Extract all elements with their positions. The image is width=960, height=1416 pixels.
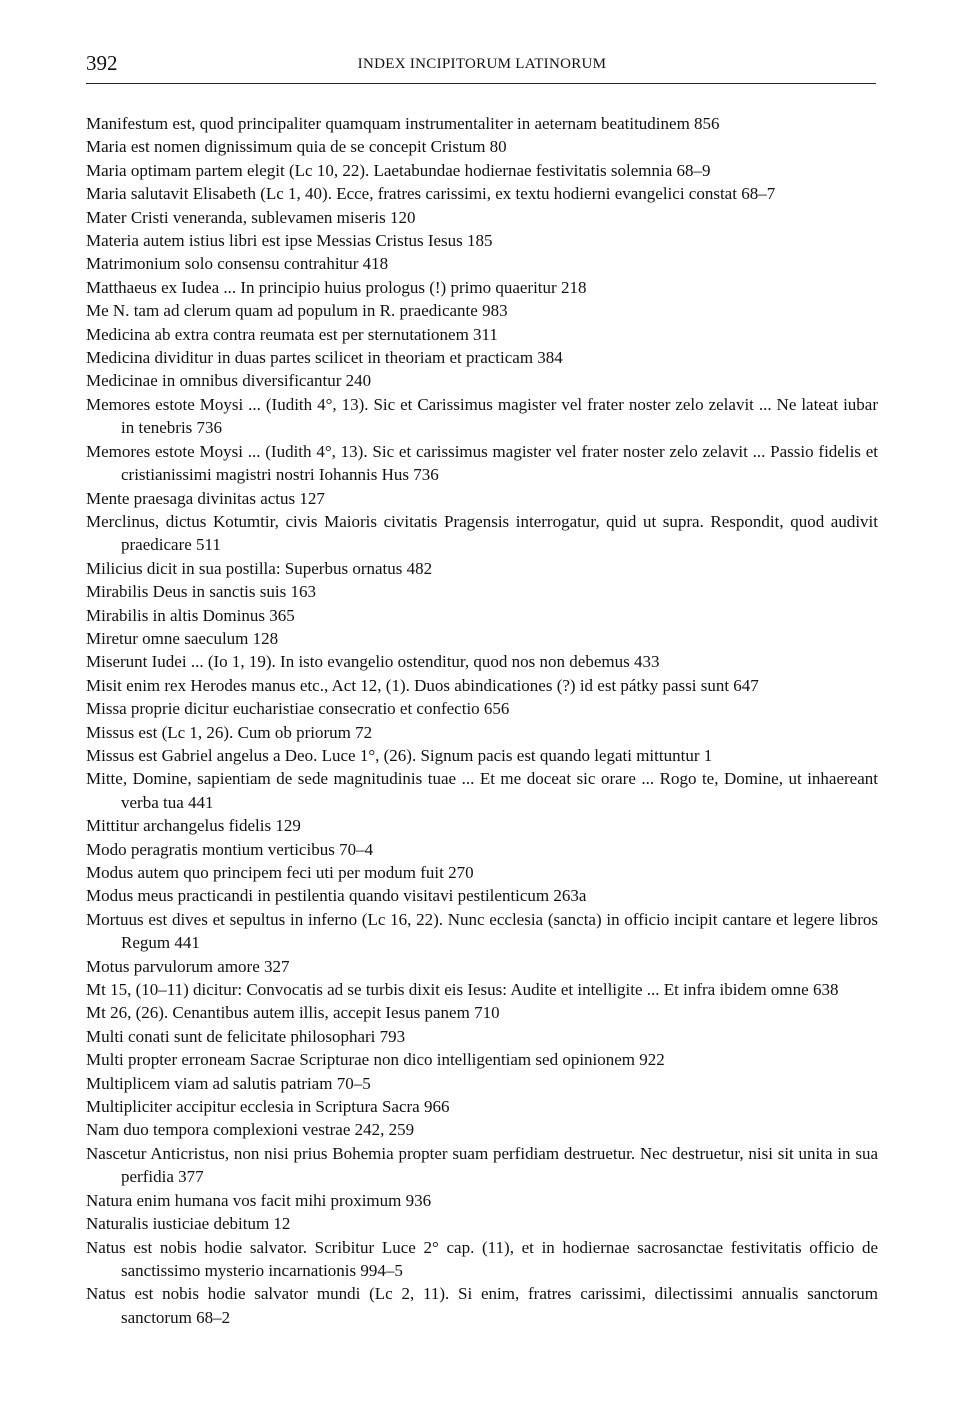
index-entry: Nascetur Anticristus, non nisi prius Bohemia propter suam perfidiam destruetur. Nec destruetur, nisi sit unita in sua perfidia 377 xyxy=(86,1143,878,1187)
page-number: 392 xyxy=(86,51,118,75)
index-entry: Missus est Gabriel angelus a Deo. Luce 1°, (26). Signum pacis est quando legati mittuntur 1 xyxy=(86,745,713,765)
running-title: INDEX INCIPITORUM LATINORUM xyxy=(357,56,607,72)
index-entry: Missa proprie dicitur eucharistiae consecratio et confectio 656 xyxy=(86,699,510,719)
index-entry: Manifestum est, quod principaliter quamquam instrumentaliter in aeternam beatitudinem 856 xyxy=(86,114,720,133)
index-entry: Matthaeus ex Iudea ... In principio huius prologus (!) primo quaeritur 218 xyxy=(86,277,587,297)
index-entry: Matrimonium solo consensu contrahitur 418 xyxy=(86,254,389,274)
index-entry: Me N. tam ad clerum quam ad populum in R. praedicante 983 xyxy=(86,301,508,321)
index-entry: Medicina ab extra contra reumata est per sternutationem 311 xyxy=(86,324,498,344)
header-rule xyxy=(86,83,876,84)
index-entry: Mitte, Domine, sapientiam de sede magnitudinis tuae ... Et me doceat sic orare ... Rogo te, Domine, ut inhaereant verba tua 441 xyxy=(86,769,878,812)
index-entry: Materia autem istius libri est ipse Messias Cristus Iesus 185 xyxy=(86,231,493,251)
index-entry: Mirabilis in altis Dominus 365 xyxy=(86,605,295,625)
index-entry: Modo peragratis montium verticibus 70–4 xyxy=(86,839,374,859)
index-entry: Mt 26, (26). Cenantibus autem illis, accepit Iesus panem 710 xyxy=(86,1003,500,1023)
index-entry: Merclinus, dictus Kotumtir, civis Maioris civitatis Pragensis interrogatur, quid ut supra. Respondit, quod audivit praedicare 511 xyxy=(86,511,878,555)
index-entry: Natura enim humana vos facit mihi proximum 936 xyxy=(86,1190,432,1210)
index-entry: Mortuus est dives et sepultus in inferno (Lc 16, 22). Nunc ecclesia (sancta) in officio incipit cantare et legere libros Regum 441 xyxy=(86,909,878,953)
index-entry: Miretur omne saeculum 128 xyxy=(86,628,279,648)
index-entry: Multi propter erroneam Sacrae Scripturae non dico intelligentiam sed opinionem 922 xyxy=(86,1050,665,1070)
index-entry: Motus parvulorum amore 327 xyxy=(86,956,290,976)
index-entry: Misit enim rex Herodes manus etc., Act 12, (1). Duos abindicationes (?) id est pátky passi sunt 647 xyxy=(86,675,759,695)
index-entry: Modus autem quo principem feci uti per modum fuit 270 xyxy=(86,863,474,882)
index-entry: Maria salutavit Elisabeth (Lc 1, 40). Ecce, fratres carissimi, ex textu hodierni evangelici constat 68–7 xyxy=(86,184,776,204)
index-entry: Mirabilis Deus in sanctis suis 163 xyxy=(86,582,316,602)
index-entry: Miserunt Iudei ... (Io 1, 19). In isto evangelio ostenditur, quod nos non debemus 433 xyxy=(86,652,660,672)
index-entry: Mente praesaga divinitas actus 127 xyxy=(86,488,325,508)
index-entry-list xyxy=(86,112,878,1329)
index-entry: Mater Cristi veneranda, sublevamen miseris 120 xyxy=(86,207,416,227)
index-entry: Memores estote Moysi ... (Iudith 4°, 13). Sic et Carissimus magister vel frater noster zelo zelavit ... Ne lateat iubar in tenebris 736 xyxy=(86,394,878,438)
index-entry: Maria optimam partem elegit (Lc 10, 22). Laetabundae hodiernae festivitatis solemnia 68–9 xyxy=(86,160,711,180)
index-entry: Natus est nobis hodie salvator mundi (Lc 2, 11). Si enim, fratres carissimi, dilectissimi annualis sanctorum sanctorum 68–2 xyxy=(86,1284,878,1327)
index-entry: Natus est nobis hodie salvator. Scribitur Luce 2° cap. (11), et in hodiernae sacrosanctae festivitatis officio de sanctissimo mysterio incarnationis 994–5 xyxy=(86,1237,878,1280)
index-entry: Multipliciter accipitur ecclesia in Scriptura Sacra 966 xyxy=(86,1097,450,1117)
index-entry: Nam duo tempora complexioni vestrae 242, 259 xyxy=(86,1120,415,1140)
index-entry: Missus est (Lc 1, 26). Cum ob priorum 72 xyxy=(86,722,373,742)
index-entry: Milicius dicit in sua postilla: Superbus ornatus 482 xyxy=(86,558,433,578)
index-entry: Multiplicem viam ad salutis patriam 70–5 xyxy=(86,1073,371,1093)
index-entry: Mt 15, (10–11) dicitur: Convocatis ad se turbis dixit eis Iesus: Audite et intelligite ... Et infra ibidem omne 638 xyxy=(86,980,839,1000)
index-entry: Multi conati sunt de felicitate philosophari 793 xyxy=(86,1026,406,1046)
index-entry: Medicina dividitur in duas partes scilicet in theoriam et practicam 384 xyxy=(86,348,563,368)
page-header xyxy=(86,50,878,80)
index-entry: Naturalis iusticiae debitum 12 xyxy=(86,1214,291,1234)
index-entry: Memores estote Moysi ... (Iudith 4°, 13). Sic et carissimus magister vel frater noster zelo zelavit ... Passio fidelis et cristianissimi magistri nostri Iohannis Hus 736 xyxy=(86,441,878,485)
index-entry: Mittitur archangelus fidelis 129 xyxy=(86,816,301,836)
index-entry: Medicinae in omnibus diversificantur 240 xyxy=(86,371,372,391)
index-entry: Modus meus practicandi in pestilentia quando visitavi pestilenticum 263a xyxy=(86,886,587,906)
index-entry: Maria est nomen dignissimum quia de se concepit Cristum 80 xyxy=(86,137,507,157)
